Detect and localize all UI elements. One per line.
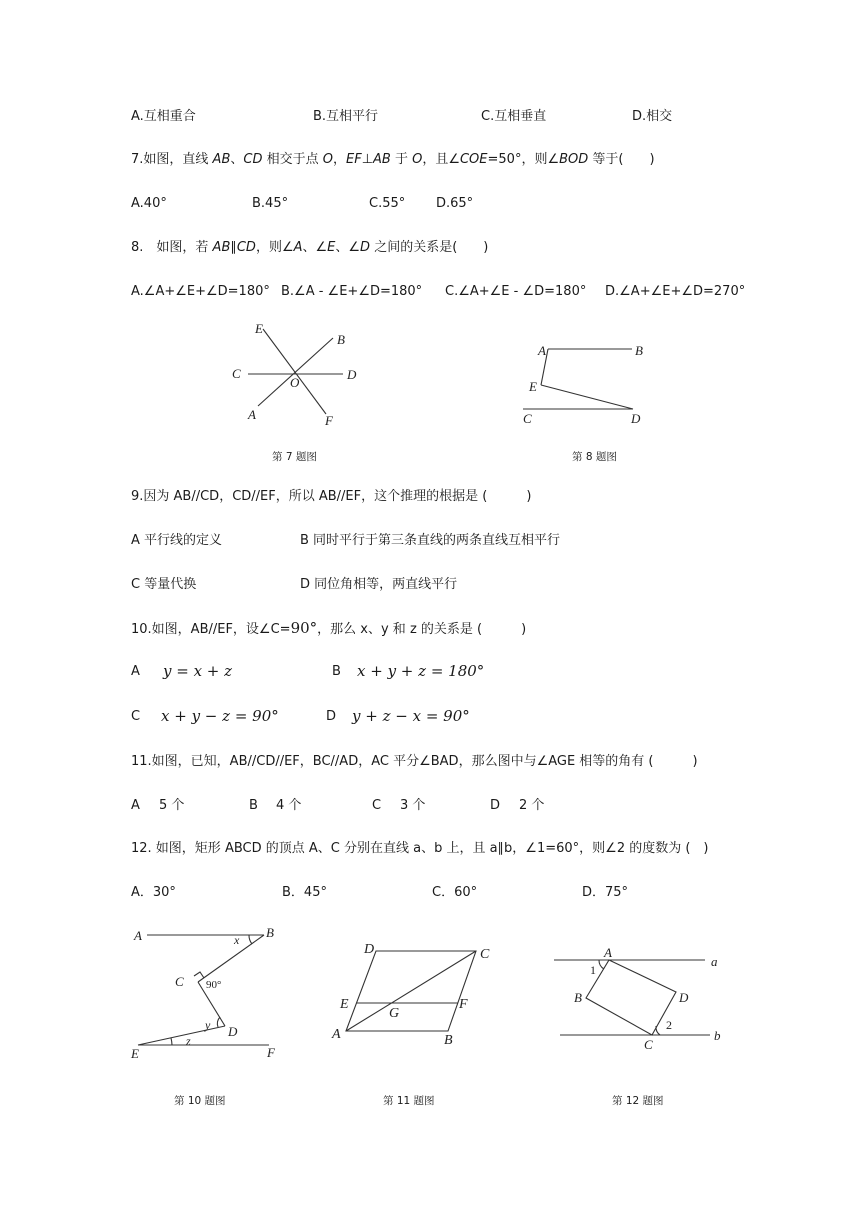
q11-option-d-count: 2 个 (519, 798, 545, 813)
label-e: E (255, 321, 263, 336)
q9-option-a: A 平行线的定义 (131, 533, 223, 548)
label-e: E (131, 1046, 139, 1061)
q7-option-c: C.55° (369, 196, 406, 211)
label-c: C (232, 366, 241, 381)
q12-option-b: B．45° (282, 885, 327, 900)
line-bc (198, 935, 264, 982)
label-c: C (480, 947, 490, 962)
q7-option-b: B.45° (252, 196, 289, 211)
figure-8 (515, 335, 655, 430)
q10-option-b-letter: B (332, 664, 341, 679)
q12-option-c: C．60° (432, 885, 478, 900)
arc-1 (599, 960, 604, 969)
label-c: C (175, 974, 184, 989)
q10-option-b-formula: x + y + z = 180° (357, 662, 485, 680)
q7-stem: 7.如图，直线 AB、CD 相交于点 O，EF⊥AB 于 O，且∠COE=50°，则∠BOD 等于( ) (131, 152, 655, 167)
label-a: A (538, 343, 546, 358)
q9-option-b: B 同时平行于第三条直线的两条直线互相平行 (300, 533, 561, 548)
label-e: E (340, 997, 349, 1012)
q12-stem: 12. 如图，矩形 ABCD 的顶点 A、C 分别在直线 a、b 上，且 a∥b，∠1=60°，则∠2 的度数为 ( ) (131, 841, 709, 856)
q11-option-a-count: 5 个 (159, 798, 185, 813)
figure-7 (225, 318, 365, 430)
q8-option-d: D.∠A+∠E+∠D=270° (605, 284, 746, 299)
label-d: D (228, 1024, 238, 1039)
q10-option-c-letter: C (131, 709, 141, 724)
label-a: A (134, 928, 142, 943)
line-ab (258, 338, 333, 406)
q11-stem: 11.如图，已知，AB//CD//EF，BC//AD，AC 平分∠BAD，那么图中与∠AGE 相等的角有 ( ) (131, 754, 698, 769)
q10-stem: 10.如图，AB//EF，设∠C=90°，那么 x、y 和 z 的关系是 ( ) (131, 619, 527, 637)
figure-10-caption: 第 10 题图 (174, 1095, 226, 1107)
figure-10 (128, 920, 288, 1065)
q11-option-d-letter: D (490, 798, 501, 813)
q6-option-b: B.互相平行 (313, 109, 379, 124)
figure-12 (550, 940, 730, 1055)
q10-option-d-formula: y + z − x = 90° (352, 707, 470, 725)
q8-stem: 8. 如图，若 AB∥CD，则∠A、∠E、∠D 之间的关系是( ) (131, 240, 489, 255)
arc-z (171, 1038, 172, 1045)
label-o: O (290, 375, 300, 390)
figure-7-caption: 第 7 题图 (272, 451, 317, 463)
label-c: C (644, 1037, 653, 1052)
line-ef (263, 329, 326, 414)
label-d: D (679, 990, 689, 1005)
label-a: A (332, 1027, 341, 1042)
q10-option-a-formula: y = x + z (163, 662, 233, 680)
label-2: 2 (666, 1018, 672, 1032)
label-f: F (325, 413, 333, 428)
q7-option-a: A.40° (131, 196, 167, 211)
label-b: B (635, 343, 643, 358)
q12-option-d: D．75° (582, 885, 629, 900)
label-d: D (364, 942, 375, 957)
figure-8-caption: 第 8 题图 (572, 451, 617, 463)
q8-option-b: B.∠A - ∠E+∠D=180° (281, 284, 423, 299)
line-ed (541, 385, 633, 409)
label-line-b: b (714, 1028, 721, 1043)
label-b: B (574, 990, 582, 1005)
q11-option-a-letter: A (131, 798, 140, 813)
line-ac (346, 951, 476, 1031)
line-de (138, 1026, 225, 1045)
arc-y (217, 1017, 220, 1027)
q8-option-a: A.∠A+∠E+∠D=180° (131, 284, 270, 299)
q11-option-b-letter: B (249, 798, 258, 813)
q10-option-a-letter: A (131, 664, 140, 679)
label-1: 1 (590, 963, 596, 977)
q11-option-b-count: 4 个 (276, 798, 302, 813)
q11-option-c-letter: C (372, 798, 382, 813)
label-b: B (444, 1033, 453, 1048)
q6-option-a: A.互相重合 (131, 109, 196, 124)
label-x: x (234, 933, 240, 947)
label-c: C (523, 411, 532, 426)
label-g: G (389, 1006, 400, 1021)
q12-option-a: A．30° (131, 885, 176, 900)
q6-option-d: D.相交 (632, 109, 673, 124)
label-e: E (529, 379, 537, 394)
figure-12-caption: 第 12 题图 (612, 1095, 664, 1107)
q10-option-d-letter: D (326, 709, 337, 724)
right-angle-mark (194, 972, 204, 978)
label-z: z (186, 1034, 191, 1048)
q10-option-c-formula: x + y − z = 90° (161, 707, 279, 725)
label-f: F (459, 997, 468, 1012)
q9-stem: 9.因为 AB//CD，CD//EF，所以 AB//EF，这个推理的根据是 ( ) (131, 489, 532, 504)
q8-option-c: C.∠A+∠E - ∠D=180° (445, 284, 587, 299)
label-b: B (266, 925, 274, 940)
label-d: D (347, 367, 357, 382)
figure-11-caption: 第 11 题图 (383, 1095, 435, 1107)
label-y: y (205, 1018, 211, 1032)
rectangle-abcd (586, 960, 676, 1035)
label-line-a: a (711, 954, 718, 969)
q9-option-d: D 同位角相等，两直线平行 (300, 577, 458, 592)
q7-option-d: D.65° (436, 196, 474, 211)
label-f: F (267, 1045, 275, 1060)
label-a: A (604, 945, 612, 960)
q11-option-c-count: 3 个 (400, 798, 426, 813)
label-d: D (631, 411, 641, 426)
label-b: B (337, 332, 345, 347)
label-90: 90° (206, 979, 222, 991)
arc-x (249, 935, 252, 944)
figure-11 (328, 935, 498, 1050)
label-a: A (248, 407, 256, 422)
q9-option-c: C 等量代换 (131, 577, 197, 592)
q6-option-c: C.互相垂直 (481, 109, 547, 124)
